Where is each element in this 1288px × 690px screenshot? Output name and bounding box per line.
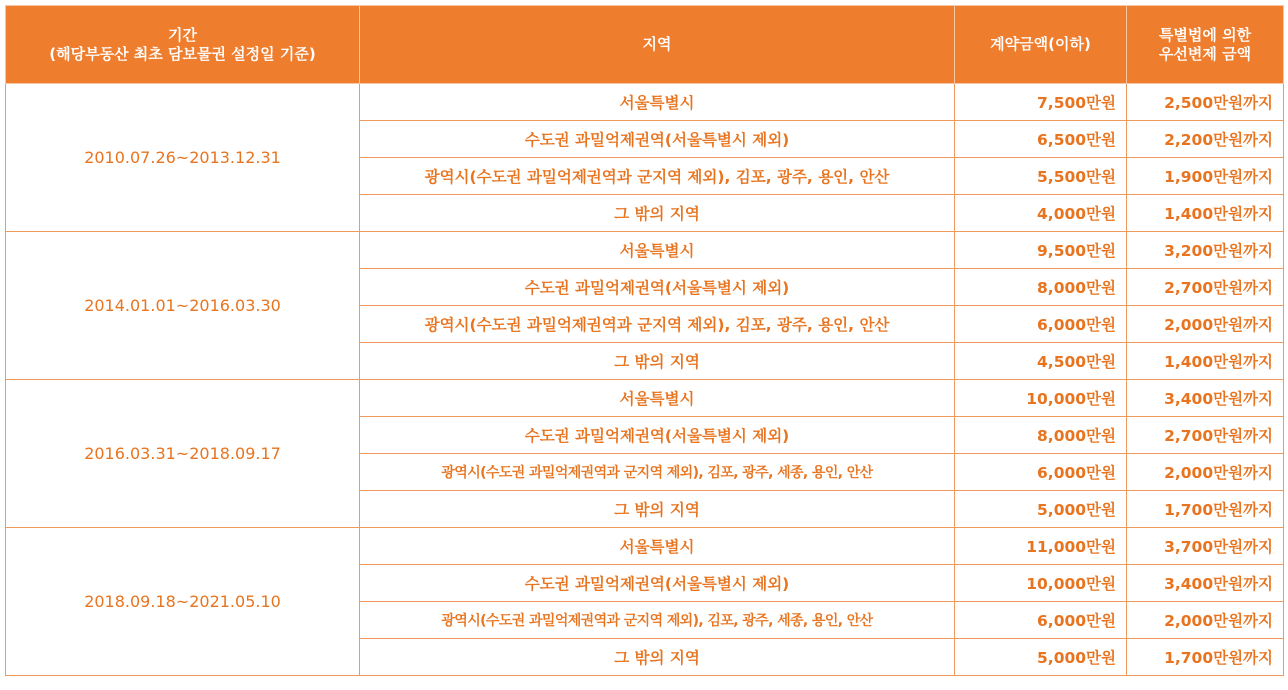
region-cell: 광역시(수도권 과밀억제권역과 군지역 제외), 김포, 광주, 세종, 용인, 안산 (360, 602, 955, 639)
priority-amount-cell: 1,900만원까지 (1127, 158, 1284, 195)
priority-amount-cell: 2,000만원까지 (1127, 602, 1284, 639)
priority-amount-cell: 2,700만원까지 (1127, 417, 1284, 454)
region-cell: 그 밖의 지역 (360, 343, 955, 380)
header-row (6, 6, 1284, 84)
contract-amount-cell: 6,500만원 (955, 121, 1127, 158)
region-cell: 그 밖의 지역 (360, 195, 955, 232)
priority-amount-cell: 1,700만원까지 (1127, 491, 1284, 528)
priority-amount-cell: 1,700만원까지 (1127, 639, 1284, 676)
priority-amount-cell: 2,200만원까지 (1127, 121, 1284, 158)
contract-amount-cell: 8,000만원 (955, 417, 1127, 454)
priority-amount-cell: 2,700만원까지 (1127, 269, 1284, 306)
region-cell: 광역시(수도권 과밀억제권역과 군지역 제외), 김포, 광주, 세종, 용인, 안산 (360, 454, 955, 491)
contract-amount-cell: 6,000만원 (955, 602, 1127, 639)
priority-amount-cell: 3,200만원까지 (1127, 232, 1284, 269)
contract-amount-cell: 8,000만원 (955, 269, 1127, 306)
priority-repayment-table (5, 5, 1284, 676)
contract-amount-cell: 4,000만원 (955, 195, 1127, 232)
region-cell: 수도권 과밀억제권역(서울특별시 제외) (360, 565, 955, 602)
region-cell: 수도권 과밀억제권역(서울특별시 제외) (360, 121, 955, 158)
priority-amount-cell: 1,400만원까지 (1127, 343, 1284, 380)
priority-amount-cell: 3,700만원까지 (1127, 528, 1284, 565)
priority-amount-column-header (1127, 6, 1284, 84)
region-cell: 서울특별시 (360, 380, 955, 417)
period-header-line2: (해당부동산 최초 담보물권 설정일 기준) (49, 44, 316, 63)
region-cell: 서울특별시 (360, 84, 955, 121)
contract-amount-cell: 7,500만원 (955, 84, 1127, 121)
priority-header-line1: 특별법에 의한 (1158, 25, 1252, 44)
region-cell: 수도권 과밀억제권역(서울특별시 제외) (360, 269, 955, 306)
region-cell: 그 밖의 지역 (360, 639, 955, 676)
priority-amount-cell: 3,400만원까지 (1127, 380, 1284, 417)
contract-amount-cell: 4,500만원 (955, 343, 1127, 380)
region-column-header: 지역 (360, 6, 955, 84)
table-row (6, 380, 1284, 417)
table-header (6, 6, 1284, 84)
contract-amount-cell: 10,000만원 (955, 565, 1127, 602)
contract-amount-cell: 5,000만원 (955, 639, 1127, 676)
priority-amount-cell: 3,400만원까지 (1127, 565, 1284, 602)
contract-amount-cell: 5,000만원 (955, 491, 1127, 528)
priority-amount-cell: 1,400만원까지 (1127, 195, 1284, 232)
region-cell: 서울특별시 (360, 528, 955, 565)
region-cell: 광역시(수도권 과밀억제권역과 군지역 제외), 김포, 광주, 용인, 안산 (360, 306, 955, 343)
table-row (6, 84, 1284, 121)
table-row (6, 232, 1284, 269)
table-body (6, 84, 1284, 676)
contract-amount-cell: 11,000만원 (955, 528, 1127, 565)
period-cell: 2014.01.01~2016.03.30 (6, 232, 360, 380)
contract-amount-cell: 9,500만원 (955, 232, 1127, 269)
priority-header-line2: 우선변제 금액 (1158, 44, 1252, 63)
contract-amount-cell: 5,500만원 (955, 158, 1127, 195)
period-cell: 2018.09.18~2021.05.10 (6, 528, 360, 676)
priority-amount-cell: 2,000만원까지 (1127, 454, 1284, 491)
region-cell: 서울특별시 (360, 232, 955, 269)
table-row (6, 528, 1284, 565)
contract-amount-cell: 6,000만원 (955, 306, 1127, 343)
period-header-line1: 기간 (168, 25, 197, 44)
period-column-header (6, 6, 360, 84)
priority-amount-cell: 2,000만원까지 (1127, 306, 1284, 343)
contract-amount-column-header: 계약금액(이하) (955, 6, 1127, 84)
period-cell: 2016.03.31~2018.09.17 (6, 380, 360, 528)
region-cell: 광역시(수도권 과밀억제권역과 군지역 제외), 김포, 광주, 용인, 안산 (360, 158, 955, 195)
period-cell: 2010.07.26~2013.12.31 (6, 84, 360, 232)
contract-amount-cell: 10,000만원 (955, 380, 1127, 417)
region-cell: 수도권 과밀억제권역(서울특별시 제외) (360, 417, 955, 454)
region-cell: 그 밖의 지역 (360, 491, 955, 528)
priority-repayment-table-container (5, 5, 1283, 676)
contract-amount-cell: 6,000만원 (955, 454, 1127, 491)
priority-amount-cell: 2,500만원까지 (1127, 84, 1284, 121)
